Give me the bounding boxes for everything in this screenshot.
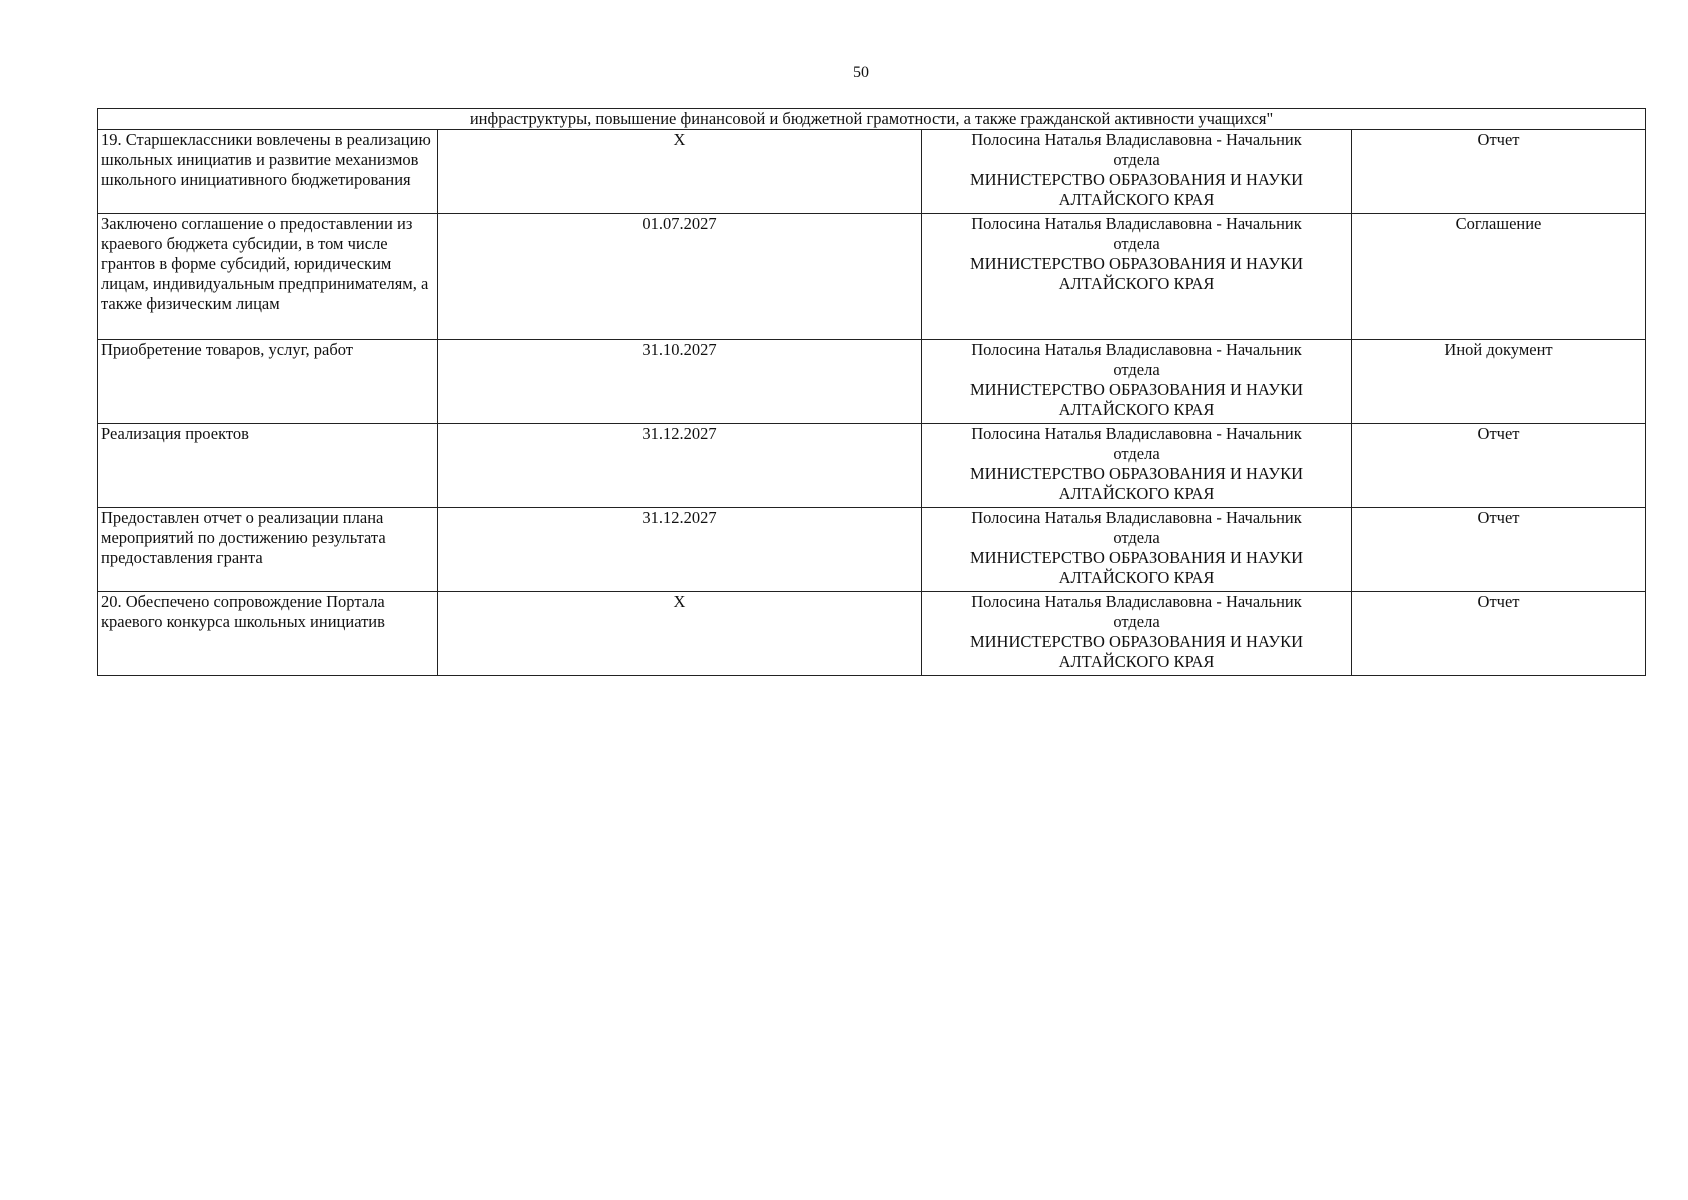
date-cell: X (438, 130, 922, 214)
document-type-cell: Отчет (1352, 424, 1646, 508)
section-header-row (98, 109, 1646, 130)
responsible-cell (922, 214, 1352, 340)
date-cell: 31.12.2027 (438, 424, 922, 508)
responsible-name: Полосина Наталья Владиславовна - Начальник (971, 424, 1302, 443)
event-name-cell: Предоставлен отчет о реализации плана мероприятий по достижению результата предоставления гранта (98, 508, 438, 592)
responsible-organization: МИНИСТЕРСТВО ОБРАЗОВАНИЯ И НАУКИ АЛТАЙСКОГО КРАЯ (969, 548, 1304, 587)
responsible-position: отдела (1113, 150, 1160, 169)
date-cell: X (438, 592, 922, 676)
responsible-name: Полосина Наталья Владиславовна - Начальник (971, 592, 1302, 611)
responsible-cell (922, 130, 1352, 214)
date-cell: 01.07.2027 (438, 214, 922, 340)
responsible-cell (922, 424, 1352, 508)
responsible-name: Полосина Наталья Владиславовна - Начальник (971, 214, 1302, 233)
event-name-cell: 19. Старшеклассники вовлечены в реализацию школьных инициатив и развитие механизмов школьного инициативного бюджетирования (98, 130, 438, 214)
responsible-position: отдела (1113, 444, 1160, 463)
responsible-organization: МИНИСТЕРСТВО ОБРАЗОВАНИЯ И НАУКИ АЛТАЙСКОГО КРАЯ (969, 380, 1304, 419)
responsible-position: отдела (1113, 612, 1160, 631)
responsible-organization: МИНИСТЕРСТВО ОБРАЗОВАНИЯ И НАУКИ АЛТАЙСКОГО КРАЯ (969, 632, 1304, 671)
event-name-cell: 20. Обеспечено сопровождение Портала краевого конкурса школьных инициатив (98, 592, 438, 676)
table-row (98, 592, 1646, 676)
responsible-position: отдела (1113, 528, 1160, 547)
document-type-cell: Соглашение (1352, 214, 1646, 340)
responsible-organization: МИНИСТЕРСТВО ОБРАЗОВАНИЯ И НАУКИ АЛТАЙСКОГО КРАЯ (969, 170, 1304, 209)
responsible-name: Полосина Наталья Владиславовна - Начальник (971, 508, 1302, 527)
responsible-position: отдела (1113, 360, 1160, 379)
date-cell: 31.10.2027 (438, 340, 922, 424)
responsible-organization: МИНИСТЕРСТВО ОБРАЗОВАНИЯ И НАУКИ АЛТАЙСКОГО КРАЯ (969, 464, 1304, 503)
document-type-cell: Отчет (1352, 130, 1646, 214)
document-type-cell: Отчет (1352, 592, 1646, 676)
table-row (98, 340, 1646, 424)
page-number: 50 (853, 64, 869, 81)
section-header-cell: инфраструктуры, повышение финансовой и бюджетной грамотности, а также гражданской активности учащихся" (98, 109, 1646, 130)
plan-table (97, 108, 1646, 676)
date-cell: 31.12.2027 (438, 508, 922, 592)
table-row (98, 508, 1646, 592)
table-row (98, 424, 1646, 508)
table-row (98, 214, 1646, 340)
document-type-cell: Отчет (1352, 508, 1646, 592)
responsible-position: отдела (1113, 234, 1160, 253)
responsible-name: Полосина Наталья Владиславовна - Начальник (971, 130, 1302, 149)
table-row (98, 130, 1646, 214)
event-name-cell: Заключено соглашение о предоставлении из краевого бюджета субсидии, в том числе грантов в форме субсидий, юридическим лицам, индивидуальным предпринимателям, а также физическим лицам (98, 214, 438, 340)
event-name-cell: Приобретение товаров, услуг, работ (98, 340, 438, 424)
responsible-cell (922, 340, 1352, 424)
document-type-cell: Иной документ (1352, 340, 1646, 424)
event-name-cell: Реализация проектов (98, 424, 438, 508)
responsible-organization: МИНИСТЕРСТВО ОБРАЗОВАНИЯ И НАУКИ АЛТАЙСКОГО КРАЯ (969, 254, 1304, 293)
responsible-cell (922, 592, 1352, 676)
responsible-cell (922, 508, 1352, 592)
responsible-name: Полосина Наталья Владиславовна - Начальник (971, 340, 1302, 359)
